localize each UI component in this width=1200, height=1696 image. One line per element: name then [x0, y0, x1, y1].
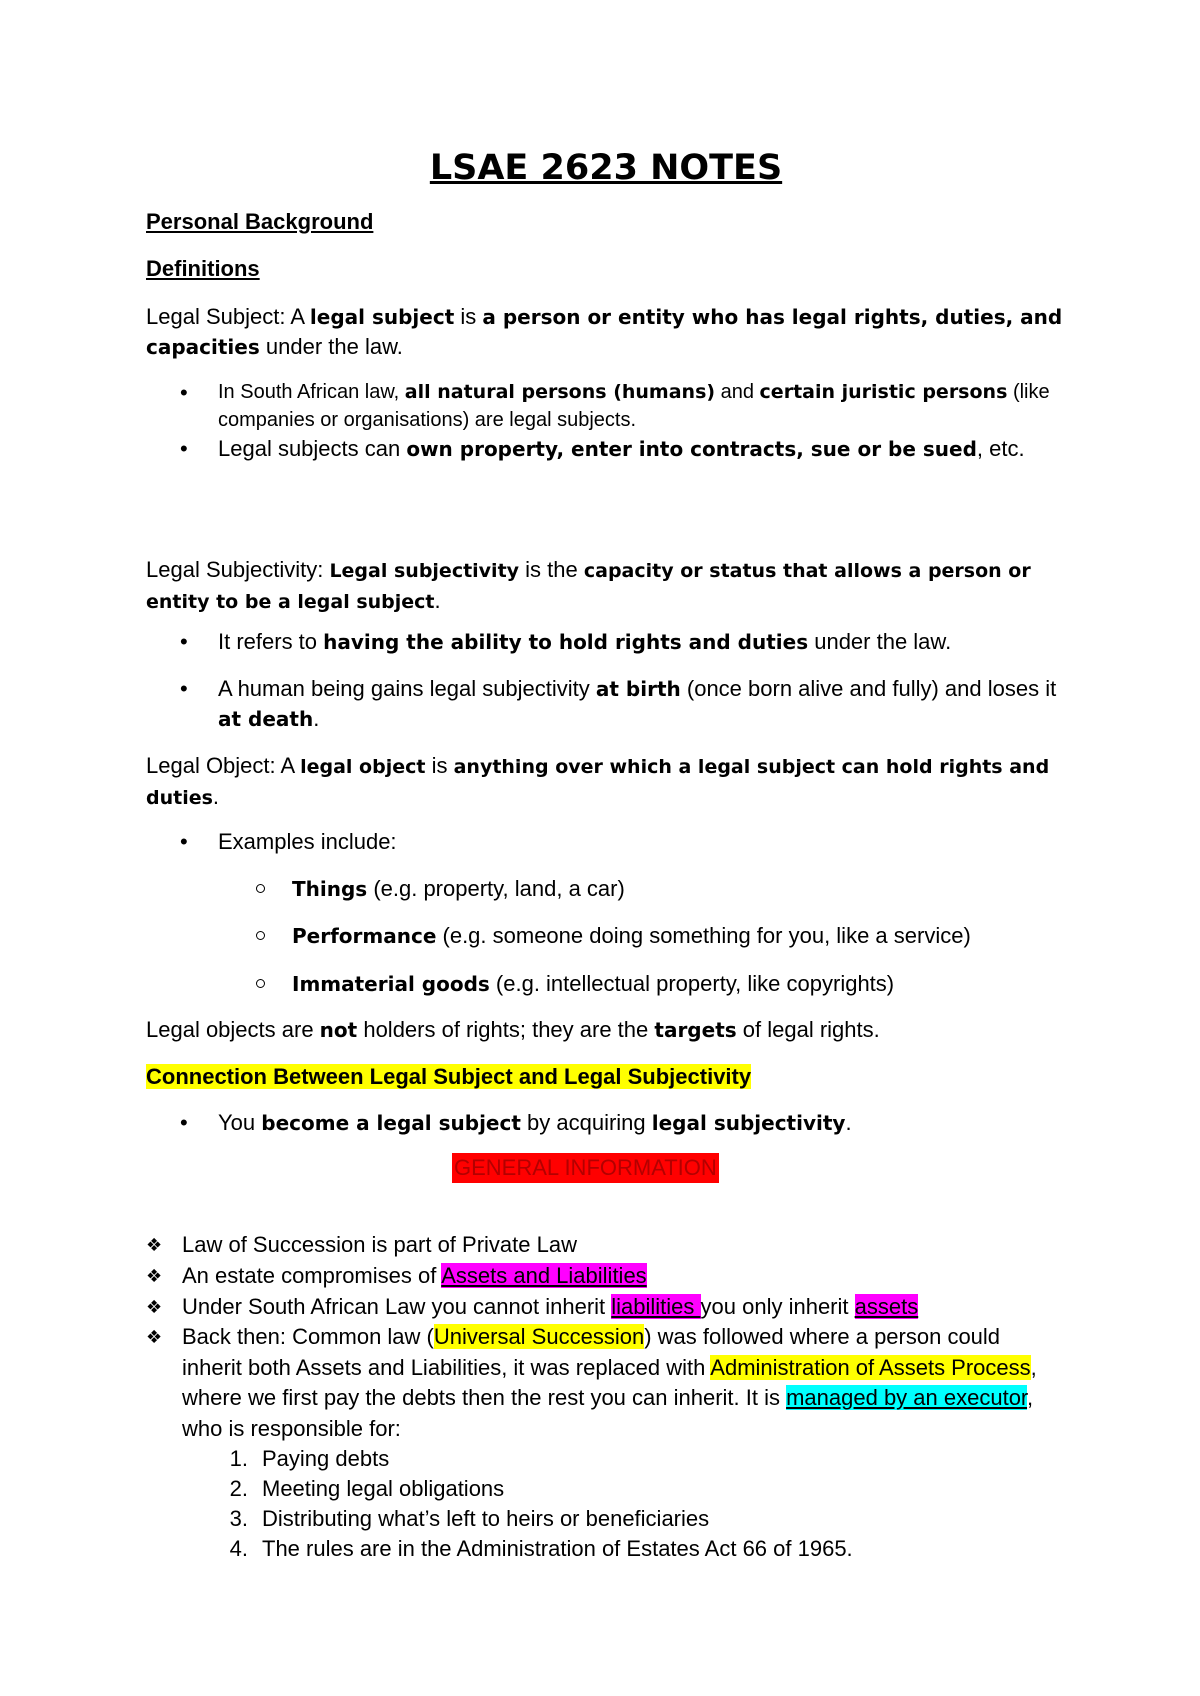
- diamond-bullet-icon: ❖: [146, 1266, 163, 1286]
- list-item: Immaterial goods (e.g. intellectual property, like copyrights): [292, 969, 894, 999]
- legal-subject-definition: Legal Subject: A legal subject is a person or entity who has legal rights, duties, and capacities under the law.: [146, 304, 1063, 359]
- page-title: LSAE 2623 NOTES: [429, 148, 783, 188]
- list-item: • In South African law, all natural persons (humans) and certain juristic persons (like companies or organisations) are legal subjects.: [180, 380, 1050, 431]
- list-item: Performance (e.g. someone doing something for you, like a service): [292, 921, 971, 951]
- diamond-bullet-icon: ❖: [146, 1297, 163, 1317]
- legal-object-definition: Legal Object: A legal object is anything over which a legal subject can hold rights and duties.: [146, 753, 1050, 809]
- list-item: • It refers to having the ability to hold rights and duties under the law.: [218, 627, 1066, 657]
- list-item: Things (e.g. property, land, a car): [292, 874, 625, 904]
- legal-subjectivity-definition: Legal Subjectivity: Legal subjectivity is the capacity or status that allows a person or entity to be a legal subject.: [146, 557, 1031, 613]
- diamond-bullet-icon: ❖: [146, 1235, 163, 1255]
- document-page: LSAE 2623 NOTES Personal Background Definitions Legal Subject: A legal subject is a person or entity who has legal rights, duties, and capacities under the law. • In South African law, all natural persons (humans) and certain juristic persons (like companies or organisations) are legal subjects. • Legal subjects can own property, enter into contracts, sue or be sued, etc. Legal Subjectivity: Legal subjectivity is the capacity or status that allows a person or entity to be a legal subject. • It refers to having the ability to hold rights and duties under the law. • A human being gains legal subjectivity at birth (once born alive and fully) and loses it at death. Legal Object: A legal object is anything over which a legal subject can hold rights and duties. • Examples include: Things (e.g. property, land, a car) Performance (e.g. someone doing something for you, like a service) Immaterial goods (e.g. intellectual property, like copyrights) Legal objects are not holders of rights; they are the targets of legal rights. Connection Between Legal Subject and Legal Subjectivity • You become a legal subject by acquiring legal subjectivity. GENERAL INFORMATION ❖ Law of Succession is part of Private Law ❖ An estate compromises of Assets and Liabilities ❖ Under South African Law you cannot inherit liabilities you only inherit assets ❖ Back then: Common law (Universal Succession) was followed where a person could inherit both Assets and Liabilities, it was replaced with Administration of Assets Process, where we first pay the debts then the rest you can inherit. It is managed by an executor, who is responsible for: 1. Paying debts 2. Meeting legal obligations 3. Distributing what’s left to heirs or beneficiaries 4. The rules are in the Administration of Estates Act 66 of 1965.: [0, 0, 1200, 1696]
- bullet-icon: •: [180, 380, 188, 405]
- heading-definitions: Definitions: [146, 256, 260, 281]
- bullet-icon: •: [180, 1110, 188, 1135]
- list-item: • A human being gains legal subjectivity at birth (once born alive and fully) and loses it at death.: [180, 676, 1057, 731]
- connection-heading: Connection Between Legal Subject and Legal Subjectivity: [146, 1064, 752, 1089]
- bullet-icon: •: [180, 829, 188, 854]
- bullet-icon: •: [180, 676, 188, 701]
- general-information-banner: GENERAL INFORMATION: [452, 1153, 719, 1183]
- circle-bullet-icon: [256, 884, 265, 893]
- bullet-icon: •: [180, 629, 188, 654]
- list-item: • Examples include:: [218, 827, 1066, 857]
- heading-personal-background: Personal Background: [146, 209, 374, 234]
- list-item: • Legal subjects can own property, enter into contracts, sue or be sued, etc.: [218, 434, 1066, 464]
- bullet-icon: •: [180, 436, 188, 461]
- list-item: • You become a legal subject by acquiring legal subjectivity.: [218, 1108, 1066, 1138]
- legal-objects-note: Legal objects are not holders of rights; they are the targets of legal rights.: [146, 1017, 880, 1042]
- diamond-bullet-icon: ❖: [146, 1327, 163, 1347]
- circle-bullet-icon: [256, 979, 265, 988]
- circle-bullet-icon: [256, 931, 265, 940]
